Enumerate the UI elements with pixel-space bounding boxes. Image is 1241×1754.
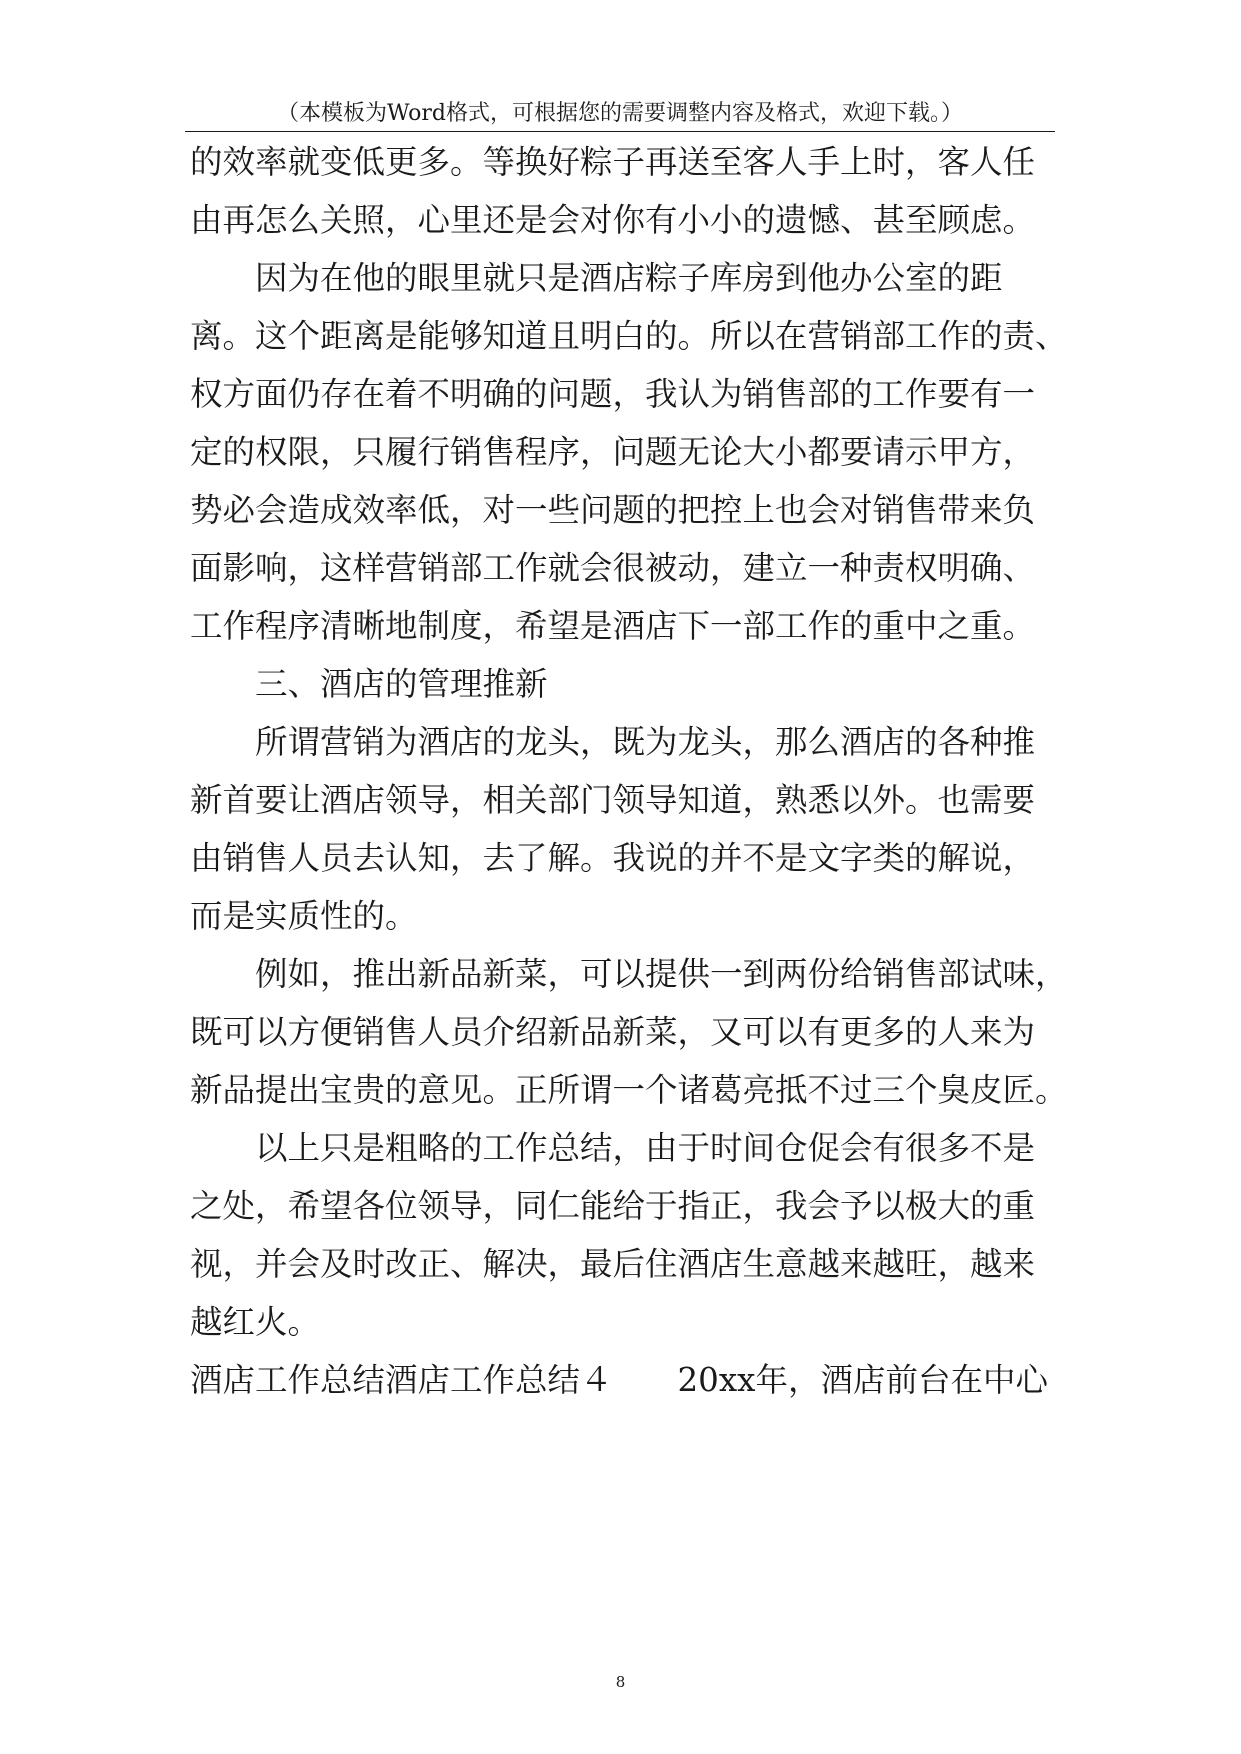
text-line: 视，并会及时改正、解决，最后住酒店生意越来越旺，越来 [190,1245,1036,1283]
text-line: 的效率就变低更多。等换好粽子再送至客人手上时，客人任 [190,143,1036,181]
text-line: 越红火。 [190,1303,321,1341]
text-line: 所谓营销为酒店的龙头，既为龙头，那么酒店的各种推 [190,723,1036,761]
text-line: 之处，希望各位领导，同仁能给于指正，我会予以极大的重 [190,1187,1036,1225]
text-line: 面影响，这样营销部工作就会很被动，建立一种责权明确、 [190,549,1036,587]
page-number: 8 [615,1673,626,1691]
text-line: 既可以方便销售人员介绍新品新菜，又可以有更多的人来为 [190,1013,1036,1051]
text-line: 势必会造成效率低，对一些问题的把控上也会对销售带来负 [190,491,1036,529]
text-line: 例如，推出新品新菜，可以提供一到两份给销售部试味， [190,955,1068,993]
text-line: 新品提出宝贵的意见。正所谓一个诸葛亮抵不过三个臭皮匠。 [190,1071,1068,1109]
text-line: 酒店工作总结酒店工作总结４ 20xx年，酒店前台在中心 [190,1361,1049,1399]
text-line: 而是实质性的。 [190,897,418,935]
text-line: 权方面仍存在着不明确的问题，我认为销售部的工作要有一 [190,375,1036,413]
section-heading: 三、酒店的管理推新 [190,665,548,703]
text-line: 离。这个距离是能够知道且明白的。所以在营销部工作的责、 [190,317,1068,355]
template-header-note: （本模板为Word格式，可根据您的需要调整内容及格式，欢迎下载。） [277,101,963,126]
text-line: 由销售人员去认知，去了解。我说的并不是文字类的解说， [190,839,1036,877]
text-line: 定的权限，只履行销售程序，问题无论大小都要请示甲方， [190,433,1036,471]
text-line: 工作程序清晰地制度，希望是酒店下一部工作的重中之重。 [190,607,1036,645]
text-line: 由再怎么关照，心里还是会对你有小小的遗憾、甚至顾虑。 [190,201,1036,239]
text-line: 以上只是粗略的工作总结，由于时间仓促会有很多不是 [190,1129,1036,1167]
header-divider [185,131,1055,132]
text-line: 因为在他的眼里就只是酒店粽子库房到他办公室的距 [190,259,1003,297]
text-line: 新首要让酒店领导，相关部门领导知道，熟悉以外。也需要 [190,781,1036,819]
